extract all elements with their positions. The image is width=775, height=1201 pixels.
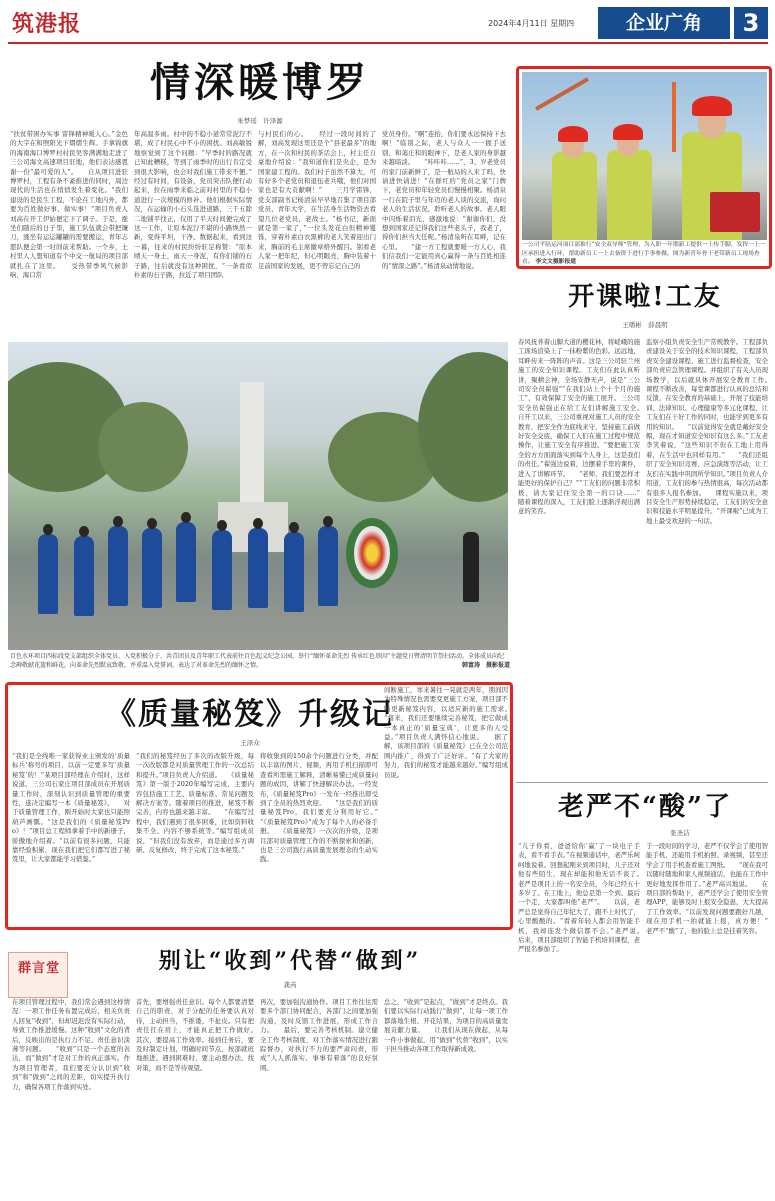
article-title-laoyan: 老严不“酸”了 — [558, 792, 732, 822]
column-badge — [8, 952, 68, 998]
article-column: 将收集到的150余个问题进行分类，并配以丰富的图片、视频，再用手机扫描即可查看所需施工解释，清晰易懂已成质量问题的成因、讲解了快速解决办法。一经发布，《质量秘笈Pro》一发布一经推出即受到了全员的热烈欢迎。 “这是我们的质量秘笈Pro，我们要充分利用好它。” “《质量秘笈Pro》”成为了每个人的必备手册。 《质量秘笈》一次次的升级，是项目部对质量管理工作的不断探索和创新，也是三公司践行高质量发展理念的生动实践。 — [260, 752, 378, 864]
article-title-kaike: 开课啦!工友 — [568, 282, 722, 312]
article-column: 间断施工，寒来暑往一晃就是两年，期间因为特殊情况也需要变更施工方案，项目部不断更新秘笈内容，以适应新的施工需求。 “将来，我们还要继续完善秘笈，把它做成一本真正的‘质量宝典’，让更多的人受益。”项目负责人满怀信心地说。 据了解，该项目部的《质量秘笈》已在全公司范围内推广，得到了广泛好评。“有了大家的努力，我们的秘笈才能越来越好。”编写组成员说。 — [384, 686, 508, 779]
section-title: 企业广角 — [598, 7, 730, 39]
article-column: 总之，“收到”是起点，“做到”才是终点。我们要以实际行动践行“做到”，让每一项工作都落地生根、开花结果，为项目的高质量发展贡献力量。 让我们从现在做起，从每一件小事做起，用“做到”代替“收到”，以实干担当推动各项工作取得新成效。 — [384, 998, 508, 1054]
article-author-main: 朱梦瑶 许泽源 — [237, 117, 283, 125]
article-column: 春风抚荞着山脚大道的樱花林，将嵯峨的施工现场渲染上了一抹粉紫的色彩。远远地，耳畔传来一阵阵的声音。这是三公司驻兰州施工的安全知识课程。工友们在此认真听讲，聚精会神，全场安静无声，说是“三公司安全员翟强”“在我们站上个十个月的施工”，有效保障了安全的施工展开。三公司安全员翟强正在给工友们讲解施工安全。 自开工以来，三公司重视对施工人员的安全教育，把安全作为底线来守，坚持施工前做好安全交底，确保工人们在施工过程中规范操作，让施工安全有序推进。“要把施工安全的方方面面落实到每个人身上，这是我们的责任。”翟强边说着，边摆着手里的课件，进入了讲解环节。 “老师，我们要怎样才能更好的保护自己？”“工友们的问题非常积极，请大家记住安全第一的口诀……” 随着课程的深入，工友们脸上逐渐浮现出满意的笑容。 — [518, 338, 640, 516]
article-title-zhiliang: 《质量秘笈》升级记 — [106, 697, 394, 732]
article-author-zhiliang: 王泽众 — [240, 739, 260, 747]
article-author-shoudao: 龚芮 — [283, 981, 297, 989]
article-column: “我们的秘笈经历了多次的改版升级，每一次改版都是对质量管理工作的一次总结和提升。”项目负责人介绍道。 《质量秘笈》第一版于2020年编写完成，主要内容包括施工工艺、质量标准、常见问题及解决方案等。随着项目的推进，秘笈不断完善，内容也越来越丰富。 “在编写过程中，我们遇到了很多困难，比如资料收集不全、内容不够系统等。”编写组成员说，“但我们没有放弃，而是通过多方调研、反复修改，终于完成了这本秘笈。” — [136, 752, 254, 855]
photo-credit: 韩富涛 摄影报道 — [461, 662, 510, 669]
page-number: 3 — [732, 7, 768, 39]
caption-text: 百色水环项目四标段党支部组织全体党员、入党积极分子、共青团员及青年职工代表前往百色起义纪念公园，举行“缅怀革命先烈 传承红色基因”主题党日暨清明节祭扫活动。全体成员向纪念碑敬献花篮和鲜花，向革命先烈默哀致敬，并重温入党誓词，表达了对革命先烈的缅怀之情。 — [10, 653, 505, 669]
article-column: 首先，要增强责任意识。每个人都要清楚自己的职责，对于分配的任务要认真对待，主动担当，不推诿、不扯皮。只有把责任扛在肩上，才能真正把工作做好。 其次，要提高工作效率。接到任务后，要及时制定计划，明确时间节点，按部就班地推进。遇到困难时，要主动想办法、找对策，而不是等待观望。 — [136, 998, 254, 1072]
photo-caption-top-right — [522, 241, 767, 267]
paper-name: 筑港报 — [12, 11, 82, 37]
caption-text: 一公司平陆运河项目部推行“安全双导师”管理，为入职一年期新工提供一上传手脚，发挥一上一区承担进入行环，帮助新员工一上去备资于进行手事参做。图为新青年骨干老带新员工现场查看。 — [522, 242, 766, 265]
article-column: 在项目管理过程中，我们常会遇到这样情况：一项工作任务布置完成后，相关负责人回复“收到”，但却迟迟没有实际行动，导致工作推进缓慢。这种“收到”文化的背后，反映出的是执行力不足、责任意识淡薄等问题。 “收到”只是一个态度的表达，而“做到”才是对工作的真正落实。作为项目管理者，我们要充分认识到“收到”和“做到”之间的差距，切实提升执行力，确保各项工作落到实处。 — [12, 998, 130, 1091]
article-title-shoudao: 别让“收到”代替“做到” — [158, 948, 422, 974]
badge-label: 群言堂 — [17, 961, 60, 976]
masthead — [8, 4, 768, 44]
article-column: “扶贫带困办实事 雷锋精神暖人心。”金色的大字在和煦阳光下熠熠生辉。手拿锦旗的海南海口博罗村村民吴客满满地走进了三公司海文高速项目驻地，他们表达感恩谢一份“最可爱的人”。 自从项目进驻博罗村，工程有条不紊推进的同时，周边现代的生活也在悄悄发生着变化。“我们建设的是民生工程，不论在工地内外，都要为百姓做好事、做实事！”项目负责人刘高在开工伊始便定下了调子。于是，涨坐们随后的日子里，施工队伍就会带把镰刀，涨坐有运运罐罐的需要搬运，青年志愿队便会第一时间前来帮助。一个乡，土村里人人想知道有个中交一航局的项目部就扎在了这里。 受热带季风气候影响，海口常 — [10, 130, 128, 280]
article-column: 与村民们的心。 经过一段时间的了解，刘高发现这里还是个“县老最多”的地方，在一次和村民的茶话会上，村主任自豪地介绍说：“我知道你们是央企，是为国家建工程的。我们村子虽然不算大，可有好多个老党员和退伍老兵哦，他们对国家也是有大贡献啊！” 三月学雷锋，党支部副书记杨清泉早早地召集了项目部党员、青年大学，在生活身生活物资去看望几位老党员，老战士。“杨书记，新面就是第一家了，”一位头发花白但精神矍铄，穿着朴素白衣黑裤的老人笑着迎出门来，胸前的毛主席徽章格外醒目。别看老人家一把年纪，但心明眼亮，胸中装着十足前国家的发展，更不曾忘记自己的 — [258, 130, 376, 270]
article-column: 再次，要加强沟通协作。项目工作往往需要多个部门协同配合，各部门之间要加强沟通，及时反馈工作进展，形成工作合力。 最后，要完善考核机制。建立健全工作考核制度，对工作落实情况进行跟踪督办，对执行不力的要严肃问责，形成“人人抓落实、事事有着落”的良好氛围。 — [260, 998, 378, 1072]
article-column: 党员身份。“啊”连抬，你们要永远保持下去啊！”临别之际，老人与众人一一握手送别，和蔼庄和的眼神下，是老人家的身影越来越暗淡。 “咔咔咔……”，3、岁老党员的家门前新鲜了，是一航局的人来了吗，快请进快请进！”在群红的“党员之家”门牌下，老党员和年轻党员们慢慢相聚。杨清泉一行在院子里与年迈的老人谈的交流，询问老人的生活状况，聆听老人的故事。老人眼中闪烁着泪光，感激地说：“谢谢你们，没想到国家还记得我们这些老头子，我老了，得你们担当大任呢。”杨清泉听在耳畔，记在心里。 “建一方工程就要暖一方人心，我们信我们一定能用真心赢得一条与百姓相连的“情深之路”。”杨清泉动情地说。 — [382, 130, 506, 270]
workers-photo — [522, 72, 767, 240]
memorial-photo — [8, 342, 508, 650]
issue-date: 2024年4月11日 星期四 — [488, 19, 575, 28]
divider-line — [516, 782, 768, 783]
article-author-laoyan: 张圣洁 — [670, 829, 690, 837]
photo-caption-middle — [10, 652, 510, 680]
article-column: 监察小组负责安全生产常规教学。工程部负责建设关于安全的技术知识课程，工程部负责安全建设课程，施工进行监督检查，安全部负责应急管理课程。并组织了有关人员现场教学，以后就具体开展安全教育工作。 课程不断改善，每堂课都进行认真的总结和反馈，在安全教育的基础上，开展了技能培训、法律知识、心理健康等多元化课程，让工友们在干好工作的同时，也能学到更多有用的知识。 “以前觉得安全就是戴好安全帽，现在才知道安全知识有这么多。”工友老李笑着说，“这些知识不但在工地上用得着，在生活中也同样有用。” “我们还组织了安全知识竞赛、应急演练等活动，让工友们在实践中巩固所学知识。”项目负责人介绍道，工友们的参与热情很高，每次活动都有很多人报名参加。 课程实施以来，项目安全生产形势持续稳定，工友们的安全意识和技能水平明显提升。“开课啦”已成为工地上最受欢迎的一句话。 — [646, 338, 768, 525]
article-column: “儿子你看，爸爸给你‘赢’了一块电子手表，看不看手表。”在视频通话中，老严乐呵呵地说着。回想起刚来到项目时，儿子还对他有些陌生，现在却能和他无话不谈了。 老严是项目上的一名安全员，今年已经五十多岁了。在工地上，他总是第一个到、最后一个走，大家都叫他“老严”。 以前，老严总是觉得自己年纪大了，跟不上时代了，心里酸酸的。“看着年轻人都会用智能手机，我却连发个微信都不会。”老严说。 后来，项目部组织了智能手机培训课程，老严报名参加了。 — [518, 842, 640, 954]
article-author-kaike: 王璠彬 薛晨明 — [622, 321, 668, 329]
article-column: “我们是全线唯一家获得业主颁发的‘质量标兵’称号的项目，以前一定要多写‘质量秘笈’的！”某项目部经理在介绍时，这样说道。三公司石家庄项目部成员在开展质量工作时，深刻认识到质量管理的重要性，遂决定编写一本《质量秘笈》。 对于质量管理工作，刚开始时大家也只能照葫芦画瓢。“这是我们的《质量秘笈Pro》！”项目总工程师拿着手中的新册子，骄傲地介绍着。“以前有很多问题，只能靠经验积累，现在我们把它们都写进了秘笈里，让大家都能学习借鉴。” — [12, 752, 130, 864]
article-title-main: 情深暖博罗 — [150, 59, 370, 106]
article-column: 于一段时间的学习，老严不仅学会了使用智能手机，还能用手机拍照、录视频，甚至还学会了用手机查看施工图纸。 “现在我可以随时随地和家人视频通话，也能在工作中更好地发挥作用了。”老严高兴地说。 在项目部的帮助下，老严还学会了使用安全管理APP，能够及时上报安全隐患，大大提高了工作效率。“以前发现问题要跑好几趟，现在用手机一拍就能上报，真方便！” 老严不“酸”了，他的脸上总是挂着笑容。 — [646, 842, 768, 935]
article-column: 年高温多雨。村中的不稳小道常常泥泞不堪，成了村民心中不小的困扰。刘高敏锐地察觉到了这个问题：“早季时的路况就已知此糟糕，等到了雨季时的出行肯定受到很大影响，也会对我们施工带来不便。” 经过有时间，有设备，党员突击队便行动起来，拉在雨季来临之前对村里的不稳小道进行一次规模的修补。他们根据实际情况，在运输的小石头选进道路，三千五除二地铺平找正，仅用了半天时间便完成了这一工作，让原本泥泞不堪的小路焕然一新，变得平坦，干净。数据起来，看到这一幕，往来的村民纷纷驻足称赞：“原本晴天一身土，雨天一身泥，有你们铺的石子路，往后就没有这种困扰，“一条看似朴素的石子路，拉近了项目团队 — [134, 130, 252, 280]
photo-credit: 李文文摄影报道 — [535, 259, 577, 265]
